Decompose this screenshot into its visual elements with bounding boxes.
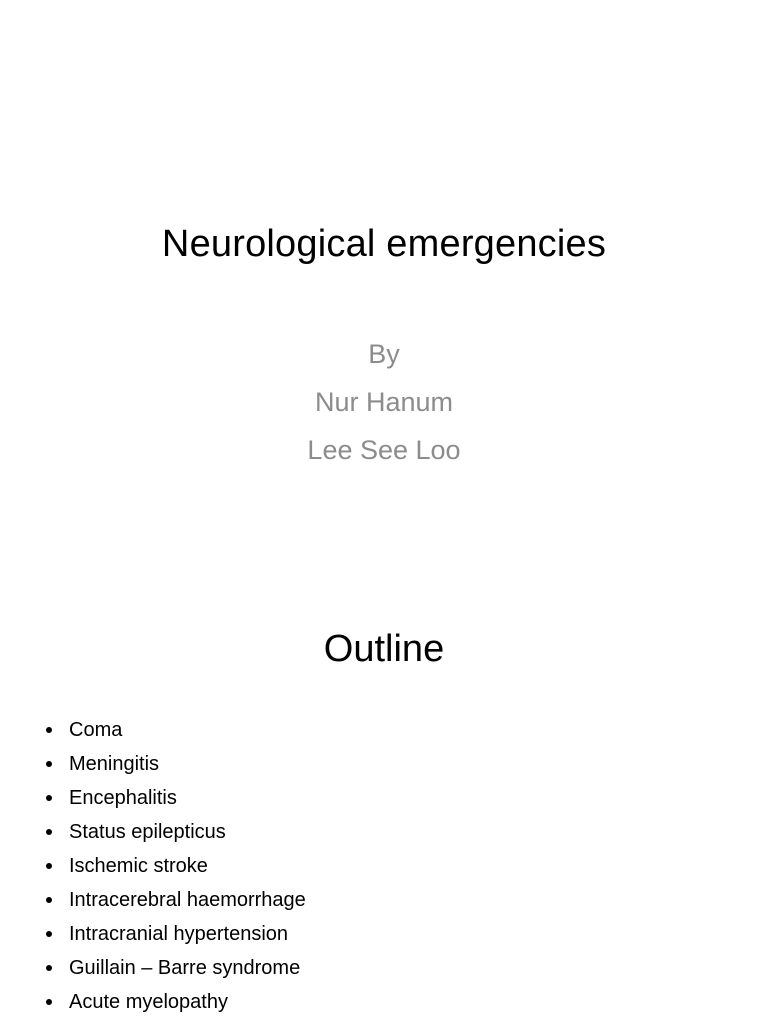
list-item-label: Status epilepticus	[69, 821, 226, 843]
bullet-icon	[46, 829, 52, 835]
bullet-icon	[46, 761, 52, 767]
list-item	[44, 951, 306, 985]
list-item	[44, 781, 306, 815]
bullet-icon	[46, 999, 52, 1005]
list-item	[44, 815, 306, 849]
bullet-icon	[46, 795, 52, 801]
outline-list	[44, 713, 306, 1019]
list-item	[44, 747, 306, 781]
list-item	[44, 883, 306, 917]
list-item-label: Ischemic stroke	[69, 855, 208, 877]
list-item-label: Coma	[69, 719, 123, 741]
bullet-icon	[46, 863, 52, 869]
list-item-label: Acute myelopathy	[69, 991, 228, 1013]
list-item-label: Guillain – Barre syndrome	[69, 957, 301, 979]
list-item	[44, 849, 306, 883]
outline-slide	[0, 576, 768, 1024]
list-item-label: Intracranial hypertension	[69, 923, 289, 945]
subtitle-block	[0, 332, 768, 476]
list-item-label: Intracerebral haemorrhage	[69, 889, 306, 911]
subtitle-by: By	[368, 339, 400, 369]
bullet-icon	[46, 727, 52, 733]
list-item	[44, 917, 306, 951]
author-name-1: Nur Hanum	[314, 387, 454, 417]
list-item-label: Encephalitis	[69, 787, 177, 809]
bullet-icon	[46, 965, 52, 971]
presentation-title: Neurological emergencies	[161, 223, 607, 265]
bullet-icon	[46, 931, 52, 937]
list-item	[44, 713, 306, 747]
list-item-label: Meningitis	[69, 753, 160, 775]
outline-title: Outline	[323, 628, 445, 670]
author-name-2: Lee See Loo	[307, 435, 461, 465]
list-item	[44, 985, 306, 1019]
bullet-icon	[46, 897, 52, 903]
